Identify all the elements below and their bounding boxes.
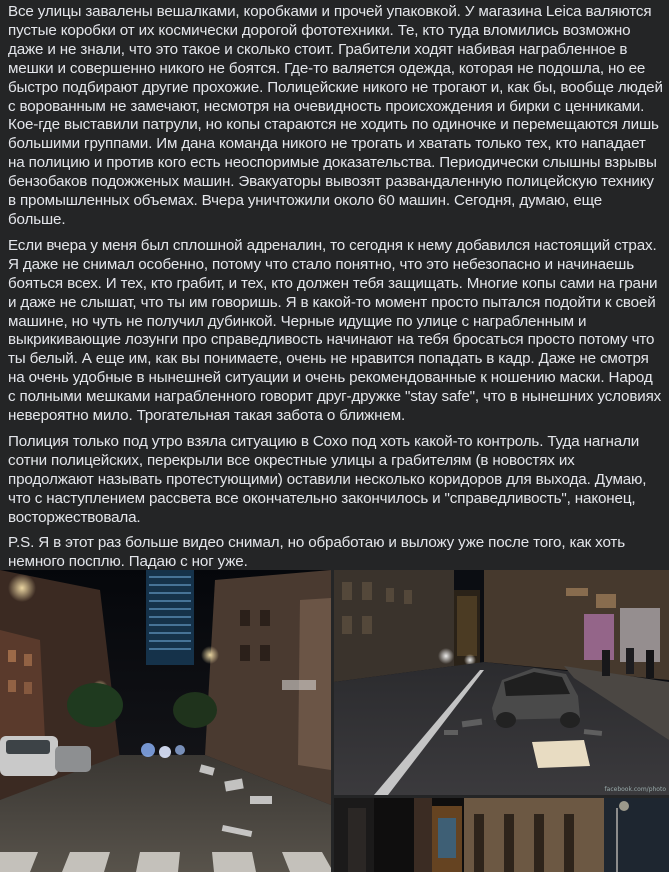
post-paragraph-2: Если вчера у меня был сплошной адреналин, то сегодня к нему добавился настоящий страх. Я даже не снимал особенно, потому что стало понятно, что это небезопасно и начинаешь бояться всех. И тех, кто грабит, и тех, кто должен тебя защищать. Многие копы сами на грани и даже не слышат, что ты им говоришь. Я в какой-то момент просто пытался подойти к своей машине, но чуть не получил дубинкой. Черные идущие по улице с награбленным и выкрикивающие лозунги про справедливость начинают на тебя бросаться просто потому что ты белый. А еще им, как вы понимаете, очень не нравится попадать в кадр. Даже не смотря на очень удобные в нынешней ситуации и очень рекомендованные к ношению маски. Народ с полными мешками награбленного говорит друг-дружке "stay safe", что в нынешних условиях невероятно мило. Трогательная такая забота о ближнем. (8, 236, 662, 425)
photo-street-partial[interactable] (334, 798, 669, 872)
photo-burnt-car[interactable] (334, 570, 669, 795)
street-night-image (0, 570, 331, 872)
post-paragraph-3: Полиция только под утро взяла ситуацию в Сохо под хоть какой-то контроль. Туда нагнали сотни полицейских, перекрыли все окрестные улицы а грабителям (в новостях их продолжают называть протестующими) оставили несколько коридоров для выхода. Думаю, что с наступлением рассвета все окончательно закончилось и "справедливость", наконец, восторжествовала. (8, 432, 647, 526)
photo-street-night[interactable] (0, 570, 331, 872)
photo-watermark: facebook.com/photo (604, 786, 666, 793)
street-partial-image (334, 798, 669, 872)
post-paragraph-4: P.S. Я в этот раз больше видео снимал, но обработаю и выложу уже после того, как хоть немного посплю. Падаю с ног уже. (8, 534, 625, 571)
burnt-car-image (334, 570, 669, 795)
post-text (8, 3, 663, 579)
post-paragraph-1: Все улицы завалены вешалками, коробками и прочей упаковкой. У магазина Leica валяются пустые коробки от их космически дорогой фототехники. Те, кто туда вломились возможно даже и не знали, что это такое и сколько стоит. Грабители ходят набивая награбленное в мешки и совершенно никого не боятся. Где-то валяется одежда, которая не подошла, но ее быстро подбирают другие прохожие. Полицейские никого не трогают и, как бы, вообще людей с ворованным не замечают, несмотря на очевидность происхождения и бирки с ценниками. Кое-где выставили патрули, но копы стараются не ходить по одиночке и перемещаются лишь большими группами. Им дана команда никого не трогать и хватать только тех, кто нападает на полицию и против кого есть неоспоримые доказательства. Периодически слышны взрывы бензобаков подожженых машин. Эвакуаторы вывозят развандаленную полицейскую технику в промышленных объемах. Вчера уничтожили около 60 машин. Сегодня, думаю, еще больше. (8, 3, 663, 228)
photo-grid (0, 570, 669, 872)
